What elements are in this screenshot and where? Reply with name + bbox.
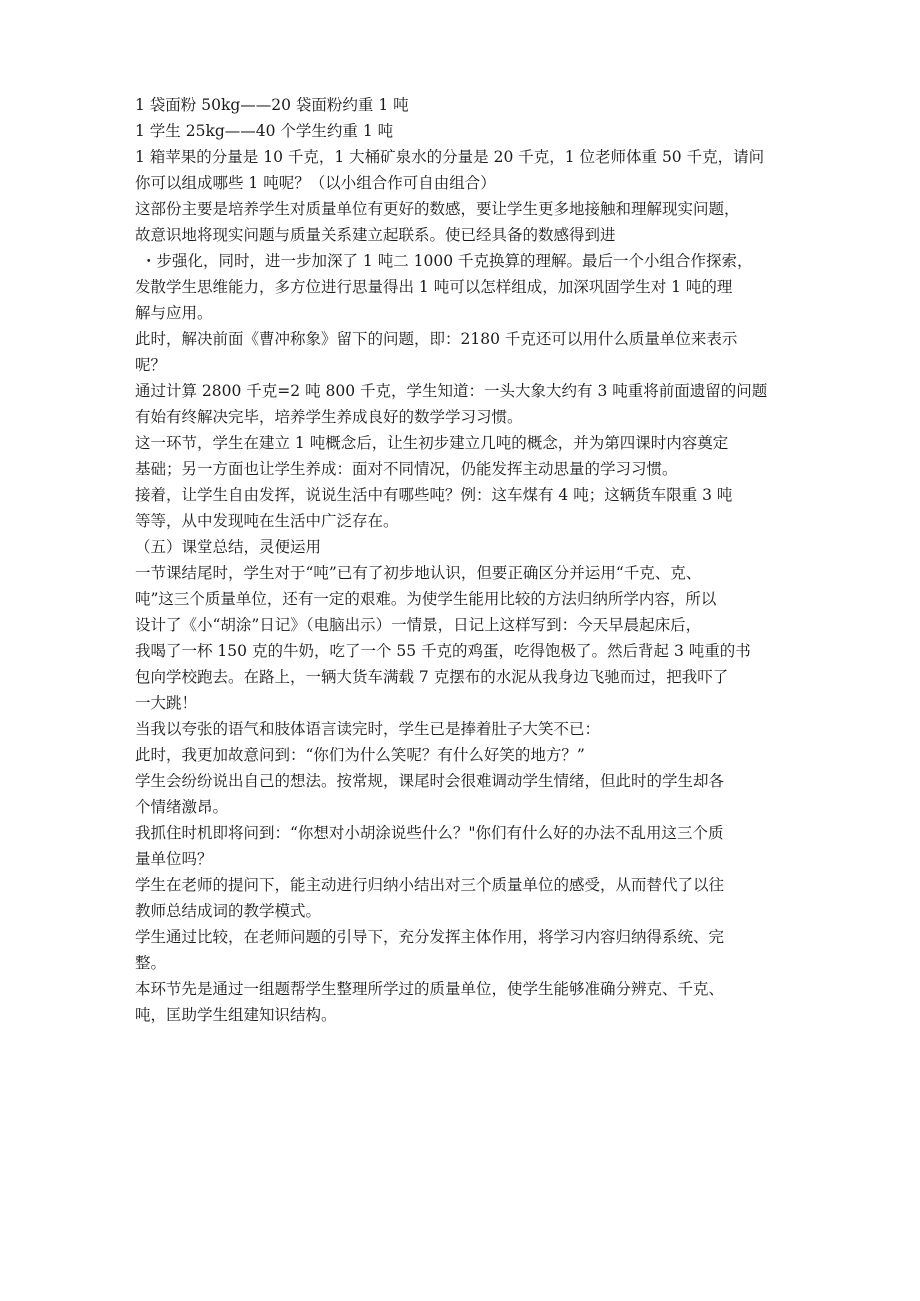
text-line: ・步强化，同时，进一步加深了 1 吨二 1000 千克换算的理解。最后一个小组合作探索， bbox=[141, 252, 753, 270]
text-line: 这部份主要是培养学生对质量单位有更好的数感，要让学生更多地接触和理解现实问题， bbox=[135, 200, 740, 218]
text-line: 这一环节，学生在建立 1 吨概念后，让生初步建立几吨的概念，并为第四课时内容奠定 bbox=[135, 434, 729, 452]
text-line: 发散学生思维能力，多方位进行思量得出 1 吨可以怎样组成，加深巩固学生对 1 吨的理 bbox=[135, 278, 733, 296]
text-line: 吨，匡助学生组建知识结构。 bbox=[135, 1006, 337, 1024]
paragraph-laughter bbox=[135, 716, 795, 742]
section-heading bbox=[135, 534, 795, 560]
paragraph-flour bbox=[135, 92, 795, 118]
text-line: 整。 bbox=[135, 954, 167, 972]
text-line: 学生会纷纷说出自己的想法。按常规，课尾时会很难调动学生情绪，但此时的学生却各 bbox=[135, 772, 725, 790]
paragraph-free-expression bbox=[135, 482, 795, 534]
text-line: 你可以组成哪些 1 吨呢？（以小组合作可自由组合） bbox=[135, 174, 496, 192]
paragraph-concept bbox=[135, 430, 795, 482]
text-line: 包向学校跑去。在路上，一辆大货车满载 7 克摆布的水泥从我身边飞驰而过，把我吓了 bbox=[135, 668, 729, 686]
text-line: 1 学生 25kg——40 个学生约重 1 吨 bbox=[135, 122, 394, 140]
text-line: 一大跳！ bbox=[135, 694, 198, 712]
document-page bbox=[135, 92, 795, 1028]
text-line: 基础；另一方面也让学生养成：面对不同情况，仍能发挥主动思量的学习习惯。 bbox=[135, 460, 678, 478]
text-line: 此时，解决前面《曹冲称象》留下的问题，即：2180 千克还可以用什么质量单位来表示 bbox=[135, 330, 738, 348]
text-line: 教师总结成词的教学模式。 bbox=[135, 902, 322, 920]
text-line: 通过计算 2800 千克=2 吨 800 千克，学生知道：一头大象大约有 3 吨重将前面遗留的问题 bbox=[135, 382, 768, 400]
paragraph-students-ideas bbox=[135, 768, 795, 820]
text-line: 呢？ bbox=[135, 356, 167, 374]
paragraph-cao-chong bbox=[135, 326, 795, 378]
paragraph-number-sense bbox=[135, 196, 795, 326]
paragraph-conclusion bbox=[135, 976, 795, 1028]
text-line: 学生通过比较，在老师问题的引导下，充分发挥主体作用，将学习内容归纳得系统、完 bbox=[135, 928, 725, 946]
paragraph-calculation bbox=[135, 378, 795, 430]
text-line: 量单位吗？ bbox=[135, 850, 213, 868]
paragraph-opportunity bbox=[135, 820, 795, 872]
text-line: 一节课结尾时，学生对于“吨”已有了初步地认识，但要正确区分并运用“千克、克、 bbox=[135, 564, 702, 582]
text-line: 1 袋面粉 50kg——20 袋面粉约重 1 吨 bbox=[135, 96, 409, 114]
text-line: 等等，从中发现吨在生活中广泛存在。 bbox=[135, 512, 399, 530]
paragraph-summary bbox=[135, 872, 795, 924]
text-line: 本环节先是通过一组题帮学生整理所学过的质量单位，使学生能够准确分辨克、千克、 bbox=[135, 980, 725, 998]
paragraph-students bbox=[135, 118, 795, 144]
text-line: 故意识地将现实问题与质量关系建立起联系。使已经具备的数感得到进 bbox=[135, 226, 616, 244]
text-line: 吨”这三个质量单位，还有一定的艰难。为使学生能用比较的方法归纳所学内容，所以 bbox=[135, 590, 717, 608]
section-title: （五）课堂总结，灵便运用 bbox=[135, 538, 322, 556]
text-line: 设计了《小“胡涂”日记》（电脑出示）一情景，日记上这样写到：今天早晨起床后， bbox=[135, 616, 702, 634]
text-line: 学生在老师的提问下，能主动进行归纳小结出对三个质量单位的感受，从而替代了以往 bbox=[135, 876, 725, 894]
paragraph-combination-question bbox=[135, 144, 795, 196]
text-line: 我喝了一杯 150 克的牛奶，吃了一个 55 千克的鸡蛋，吃得饱极了。然后背起 3 吨重的书 bbox=[135, 642, 751, 660]
text-line: 接着，让学生自由发挥，说说生活中有哪些吨？例：这车煤有 4 吨；这辆货车限重 3 吨 bbox=[135, 486, 733, 504]
text-line: 解与应用。 bbox=[135, 304, 213, 322]
paragraph-diary bbox=[135, 560, 795, 716]
text-line: 个情绪激昂。 bbox=[135, 798, 229, 816]
text-line: 1 箱苹果的分量是 10 千克，1 大桶矿泉水的分量是 20 千克，1 位老师体重 50 千克，请问 bbox=[135, 148, 765, 166]
text-line: 当我以夸张的语气和肢体语言读完时，学生已是捧着肚子大笑不已： bbox=[135, 720, 601, 738]
text-line: 此时，我更加故意问到：“你们为什么笑呢？有什么好笑的地方？” bbox=[135, 746, 585, 764]
paragraph-comparison bbox=[135, 924, 795, 976]
text-line: 有始有终解决完毕，培养学生养成良好的数学学习习惯。 bbox=[135, 408, 523, 426]
paragraph-question bbox=[135, 742, 795, 768]
text-line: 我抓住时机即将问到：“你想对小胡涂说些什么？"你们有什么好的办法不乱用这三个质 bbox=[135, 824, 724, 842]
